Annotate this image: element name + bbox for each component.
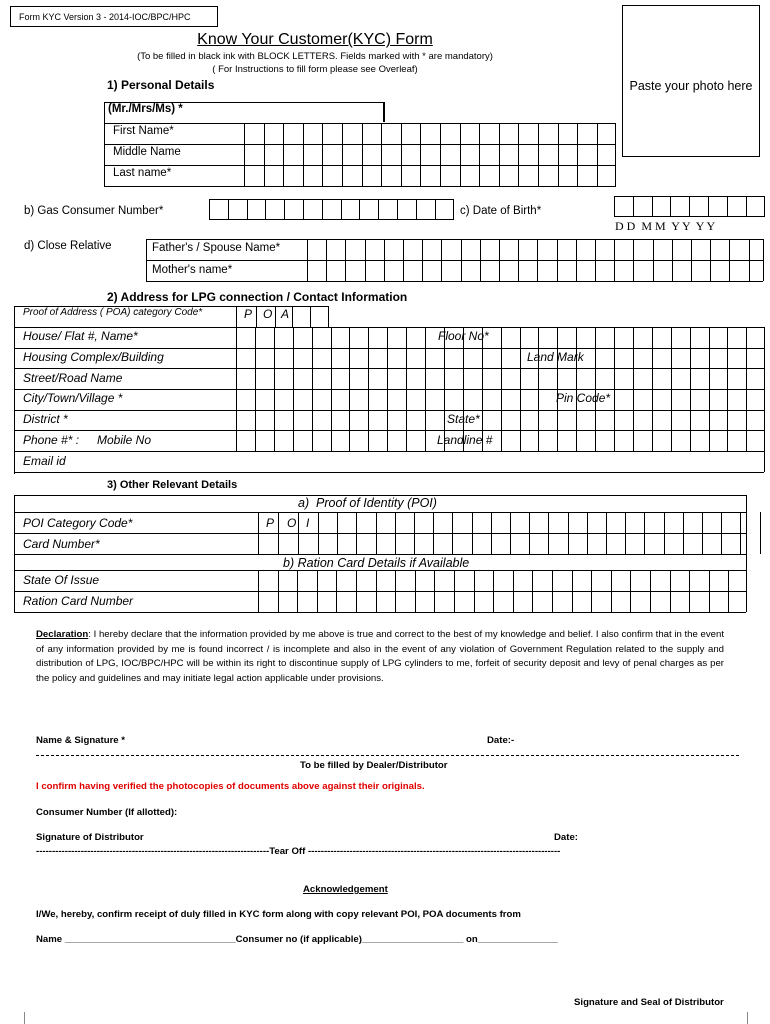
grid-vline bbox=[746, 495, 747, 612]
dob-digit-box[interactable] bbox=[670, 196, 690, 217]
grid-hline bbox=[14, 612, 746, 613]
grid-vline bbox=[518, 123, 519, 186]
grid-vline bbox=[576, 327, 577, 451]
grid-vline bbox=[763, 239, 764, 281]
grid-vline bbox=[433, 512, 434, 554]
grid-vline bbox=[671, 327, 672, 451]
grid-vline bbox=[356, 512, 357, 554]
grid-hline bbox=[14, 451, 764, 452]
close-relative-label: d) Close Relative bbox=[24, 240, 112, 252]
grid-vline bbox=[493, 570, 494, 612]
grid-vline bbox=[727, 327, 728, 451]
grid-vline bbox=[342, 123, 343, 186]
gas-consumer-number-label: b) Gas Consumer Number* bbox=[24, 205, 164, 217]
grid-vline bbox=[518, 239, 519, 281]
grid-vline bbox=[633, 327, 634, 451]
grid-vline bbox=[644, 512, 645, 554]
grid-vline bbox=[349, 327, 350, 451]
grid-vline bbox=[318, 512, 319, 554]
gas-consumer-digit-box[interactable] bbox=[397, 199, 417, 220]
grid-vline bbox=[710, 239, 711, 281]
grid-vline bbox=[557, 327, 558, 451]
district-label: District * bbox=[23, 412, 68, 426]
grid-vline bbox=[258, 570, 259, 612]
date-of-birth-label: c) Date of Birth* bbox=[460, 205, 542, 217]
dob-digit-box[interactable] bbox=[689, 196, 709, 217]
ack-on-label: on bbox=[465, 934, 478, 945]
grid-vline bbox=[328, 306, 329, 327]
poi-title: a) Proof of Identity (POI) bbox=[298, 496, 437, 510]
dob-digit-box[interactable] bbox=[652, 196, 672, 217]
grid-vline bbox=[256, 306, 257, 327]
grid-vline bbox=[422, 239, 423, 281]
grid-vline bbox=[420, 123, 421, 186]
grid-vline bbox=[474, 570, 475, 612]
grid-vline bbox=[557, 239, 558, 281]
grid-vline bbox=[510, 512, 511, 554]
grid-vline bbox=[499, 123, 500, 186]
grid-hline bbox=[146, 260, 763, 261]
email-label: Email id bbox=[23, 454, 66, 468]
poa-letter-a: A bbox=[281, 307, 290, 321]
grid-vline bbox=[650, 570, 651, 612]
grid-hline bbox=[14, 554, 746, 555]
phone-label: Phone #* : bbox=[23, 433, 80, 447]
first-name-label: First Name* bbox=[113, 125, 174, 137]
grid-vline bbox=[537, 239, 538, 281]
grid-vline bbox=[587, 512, 588, 554]
ack-name-blank[interactable]: ________________________________ bbox=[64, 934, 236, 945]
grid-vline bbox=[709, 570, 710, 612]
poi-category-label: POI Category Code* bbox=[23, 516, 133, 530]
grid-vline bbox=[576, 239, 577, 281]
landline-label: Landline # bbox=[437, 433, 493, 447]
grid-vline bbox=[326, 239, 327, 281]
photo-box-label: Paste your photo here bbox=[629, 79, 753, 93]
grid-vline bbox=[414, 512, 415, 554]
gas-consumer-digit-box[interactable] bbox=[322, 199, 342, 220]
grid-vline bbox=[461, 239, 462, 281]
grid-vline bbox=[611, 570, 612, 612]
grid-vline bbox=[709, 327, 710, 451]
personal-details-heading: 1) Personal Details bbox=[107, 78, 215, 92]
grid-hline bbox=[104, 102, 384, 103]
other-details-heading: 3) Other Relevant Details bbox=[107, 479, 238, 491]
mother-name-label: Mother's name* bbox=[152, 264, 233, 276]
grid-hline bbox=[146, 281, 763, 282]
grid-vline bbox=[258, 512, 259, 554]
grid-vline bbox=[595, 327, 596, 451]
gas-consumer-digit-box[interactable] bbox=[416, 199, 436, 220]
grid-vline bbox=[538, 123, 539, 186]
grid-vline bbox=[307, 239, 308, 281]
grid-vline bbox=[365, 239, 366, 281]
tear-off-dashes-right: ------------------------------------------------------------------------------- bbox=[307, 846, 561, 857]
gas-consumer-digit-box[interactable] bbox=[303, 199, 323, 220]
city-town-label: City/Town/Village * bbox=[23, 391, 123, 405]
grid-vline bbox=[702, 512, 703, 554]
grid-vline bbox=[403, 239, 404, 281]
poi-letter-i: I bbox=[306, 516, 310, 530]
grid-vline bbox=[653, 239, 654, 281]
mobile-no-label: Mobile No bbox=[97, 433, 152, 447]
grid-vline bbox=[384, 102, 385, 122]
grid-vline bbox=[236, 306, 237, 327]
grid-vline bbox=[376, 512, 377, 554]
dob-digit-box[interactable] bbox=[708, 196, 728, 217]
pin-code-label: Pin Code* bbox=[556, 391, 611, 405]
grid-vline bbox=[740, 512, 741, 554]
grid-vline bbox=[614, 239, 615, 281]
grid-vline bbox=[577, 123, 578, 186]
grid-vline bbox=[298, 512, 299, 554]
grid-vline bbox=[255, 327, 256, 451]
grid-hline bbox=[14, 533, 746, 534]
grid-hline bbox=[14, 472, 764, 473]
grid-vline bbox=[479, 123, 480, 186]
grid-hline bbox=[14, 570, 746, 571]
grid-vline bbox=[532, 570, 533, 612]
last-name-label: Last name* bbox=[113, 167, 172, 179]
grid-hline bbox=[104, 144, 616, 145]
grid-vline bbox=[425, 327, 426, 451]
grid-vline bbox=[274, 327, 275, 451]
ration-card-number-label: Ration Card Number bbox=[23, 594, 134, 608]
acknowledgement-text: I/We, hereby, confirm receipt of duly filled in KYC form along with copy relevant POI, POA documents from bbox=[36, 909, 521, 920]
grid-vline bbox=[568, 512, 569, 554]
grid-hline bbox=[14, 495, 746, 496]
grid-vline bbox=[672, 239, 673, 281]
grid-vline bbox=[297, 570, 298, 612]
gas-consumer-digit-box[interactable] bbox=[228, 199, 248, 220]
grid-vline bbox=[721, 512, 722, 554]
housing-complex-label: Housing Complex/Building bbox=[23, 350, 164, 364]
grid-vline bbox=[529, 512, 530, 554]
grid-vline bbox=[337, 512, 338, 554]
grid-vline bbox=[322, 123, 323, 186]
grid-vline bbox=[633, 239, 634, 281]
grid-vline bbox=[381, 123, 382, 186]
tear-off-dashes-left: ------------------------------------------------------------------------- bbox=[36, 846, 270, 857]
form-version-label: Form KYC Version 3 - 2014-IOC/BPC/HPC bbox=[10, 6, 218, 27]
grid-vline bbox=[548, 512, 549, 554]
grid-vline bbox=[401, 123, 402, 186]
grid-vline bbox=[278, 570, 279, 612]
poi-letter-o: O bbox=[287, 516, 297, 530]
grid-hline bbox=[146, 239, 763, 240]
form-subtitle-instructions: (To be filled in black ink with BLOCK LETTERS. Fields marked with * are mandatory) bbox=[137, 51, 493, 62]
grid-hline bbox=[14, 512, 746, 513]
grid-vline bbox=[444, 327, 445, 451]
grid-vline bbox=[480, 239, 481, 281]
grid-vline bbox=[558, 123, 559, 186]
grid-vline bbox=[440, 123, 441, 186]
name-signature-label: Name & Signature * bbox=[36, 735, 126, 746]
form-subtitle-overleaf: ( For Instructions to fill form please see Overleaf) bbox=[212, 64, 418, 75]
gas-consumer-digit-box[interactable] bbox=[284, 199, 304, 220]
grid-vline bbox=[572, 570, 573, 612]
grid-vline bbox=[652, 327, 653, 451]
grid-vline bbox=[520, 327, 521, 451]
grid-vline bbox=[499, 239, 500, 281]
grid-vline bbox=[434, 570, 435, 612]
grid-vline bbox=[760, 512, 761, 554]
address-heading: 2) Address for LPG connection / Contact Information bbox=[107, 290, 408, 304]
tear-off-label: Tear Off bbox=[269, 846, 306, 857]
grid-vline bbox=[293, 327, 294, 451]
dob-digit-box[interactable] bbox=[727, 196, 747, 217]
grid-vline bbox=[729, 239, 730, 281]
dob-digit-box[interactable] bbox=[633, 196, 653, 217]
grid-vline bbox=[690, 327, 691, 451]
grid-hline bbox=[14, 591, 746, 592]
grid-vline bbox=[630, 570, 631, 612]
gas-consumer-digit-box[interactable] bbox=[265, 199, 285, 220]
grid-vline bbox=[283, 123, 284, 186]
declaration-body: : I hereby declare that the information provided by me above is true and correct to the best of my knowledge and belief. I also confirm that in the event of any information provided by me is found incorrect / is incomplete and also in the event of any violation of Government Regulation related to the supply and distribution of LPG, IOC/BPC/HPC will be within its right to discontinue supply of LPG cylinders to me, forfeit of security deposit and levy of penal charges as per the policy and guidelines and may initiate legal action applicable under provisions. bbox=[36, 629, 724, 684]
floor-no-label: Floor No* bbox=[438, 329, 489, 343]
grid-hline bbox=[104, 186, 616, 187]
ack-consumer-label: Consumer no (if applicable) bbox=[235, 934, 362, 945]
grid-vline bbox=[406, 327, 407, 451]
grid-vline bbox=[460, 123, 461, 186]
grid-vline bbox=[454, 570, 455, 612]
grid-vline bbox=[331, 327, 332, 451]
ration-card-title: b) Ration Card Details if Available bbox=[283, 556, 470, 570]
grid-vline bbox=[244, 123, 245, 186]
grid-vline bbox=[482, 327, 483, 451]
grid-vline bbox=[614, 327, 615, 451]
grid-vline bbox=[264, 123, 265, 186]
grid-vline bbox=[317, 570, 318, 612]
grid-vline bbox=[362, 123, 363, 186]
grid-vline bbox=[278, 512, 279, 554]
grid-vline bbox=[395, 512, 396, 554]
grid-vline bbox=[310, 306, 311, 327]
gas-consumer-digit-box[interactable] bbox=[435, 199, 455, 220]
grid-vline bbox=[236, 327, 237, 451]
poa-category-label: Proof of Address ( POA) category Code* bbox=[23, 307, 203, 318]
date-label: Date:- bbox=[487, 735, 515, 746]
grid-vline bbox=[441, 239, 442, 281]
grid-vline bbox=[764, 327, 765, 472]
grid-vline bbox=[691, 239, 692, 281]
dealer-section-heading: To be filled by Dealer/Distributor bbox=[300, 760, 448, 771]
grid-vline bbox=[104, 123, 105, 186]
grid-vline bbox=[606, 512, 607, 554]
grid-vline bbox=[376, 570, 377, 612]
poi-letter-p: P bbox=[266, 516, 275, 530]
declaration-label: Declaration bbox=[36, 629, 89, 640]
crop-mark-right bbox=[747, 1012, 748, 1024]
grid-hline bbox=[104, 123, 616, 124]
gas-consumer-digit-box[interactable] bbox=[209, 199, 229, 220]
grid-vline bbox=[670, 570, 671, 612]
dob-digit-box[interactable] bbox=[614, 196, 634, 217]
gas-consumer-digit-box[interactable] bbox=[378, 199, 398, 220]
grid-vline bbox=[728, 570, 729, 612]
middle-name-label: Middle Name bbox=[113, 146, 181, 158]
grid-vline bbox=[275, 306, 276, 327]
grid-vline bbox=[501, 327, 502, 451]
grid-vline bbox=[513, 570, 514, 612]
state-label: State* bbox=[447, 412, 480, 426]
verification-statement: I confirm having verified the photocopies of documents above against their originals. bbox=[36, 781, 425, 792]
grid-vline bbox=[597, 123, 598, 186]
dob-format-label: D D M M Y Y Y Y bbox=[615, 219, 716, 233]
grid-vline bbox=[384, 239, 385, 281]
grid-vline bbox=[356, 570, 357, 612]
grid-vline bbox=[595, 239, 596, 281]
acknowledgement-fields bbox=[36, 934, 558, 945]
grid-vline bbox=[303, 123, 304, 186]
grid-vline bbox=[146, 239, 147, 281]
grid-vline bbox=[14, 306, 15, 474]
grid-vline bbox=[625, 512, 626, 554]
grid-vline bbox=[395, 570, 396, 612]
tear-off-line bbox=[36, 846, 726, 857]
house-flat-label: House/ Flat #, Name* bbox=[23, 329, 138, 343]
grid-vline bbox=[452, 512, 453, 554]
signature-divider bbox=[36, 755, 739, 756]
declaration-text bbox=[36, 628, 724, 686]
dob-digit-box[interactable] bbox=[746, 196, 766, 217]
grid-vline bbox=[491, 512, 492, 554]
state-of-issue-label: State Of Issue bbox=[23, 573, 100, 587]
distributor-signature-label: Signature of Distributor bbox=[36, 832, 144, 843]
grid-vline bbox=[345, 239, 346, 281]
grid-vline bbox=[368, 327, 369, 451]
grid-vline bbox=[336, 570, 337, 612]
grid-vline bbox=[749, 239, 750, 281]
grid-vline bbox=[387, 327, 388, 451]
grid-vline bbox=[552, 570, 553, 612]
grid-vline bbox=[538, 327, 539, 451]
distributor-date-label: Date: bbox=[554, 832, 578, 843]
landmark-label: Land Mark bbox=[527, 350, 584, 364]
form-title: Know Your Customer(KYC) Form bbox=[197, 31, 433, 48]
gas-consumer-digit-box[interactable] bbox=[247, 199, 267, 220]
grid-vline bbox=[664, 512, 665, 554]
poa-letter-p: P bbox=[244, 307, 253, 321]
ack-on-blank[interactable]: _______________ bbox=[477, 934, 558, 945]
grid-vline bbox=[472, 512, 473, 554]
grid-vline bbox=[683, 512, 684, 554]
grid-vline bbox=[591, 570, 592, 612]
crop-mark-left bbox=[24, 1012, 25, 1024]
card-number-label: Card Number* bbox=[23, 537, 100, 551]
acknowledgement-heading: Acknowledgement bbox=[303, 884, 388, 895]
salutation-label: (Mr./Mrs/Ms) * bbox=[108, 103, 183, 115]
signature-seal-label: Signature and Seal of Distributor bbox=[574, 997, 724, 1008]
gas-consumer-digit-box[interactable] bbox=[359, 199, 379, 220]
gas-consumer-digit-box[interactable] bbox=[341, 199, 361, 220]
grid-hline bbox=[104, 165, 616, 166]
grid-vline bbox=[689, 570, 690, 612]
photo-box[interactable] bbox=[622, 5, 760, 157]
ack-name-label: Name bbox=[36, 934, 63, 945]
ack-consumer-blank[interactable]: ___________________ bbox=[361, 934, 464, 945]
street-road-label: Street/Road Name bbox=[23, 371, 123, 385]
grid-vline bbox=[415, 570, 416, 612]
grid-hline bbox=[14, 306, 328, 307]
grid-vline bbox=[463, 327, 464, 451]
father-spouse-name-label: Father's / Spouse Name* bbox=[152, 242, 281, 254]
grid-vline bbox=[292, 306, 293, 327]
consumer-number-allotted-label: Consumer Number (If allotted): bbox=[36, 807, 178, 818]
grid-vline bbox=[746, 327, 747, 451]
grid-vline bbox=[312, 327, 313, 451]
grid-vline bbox=[615, 123, 616, 186]
poa-letter-o: O bbox=[263, 307, 273, 321]
